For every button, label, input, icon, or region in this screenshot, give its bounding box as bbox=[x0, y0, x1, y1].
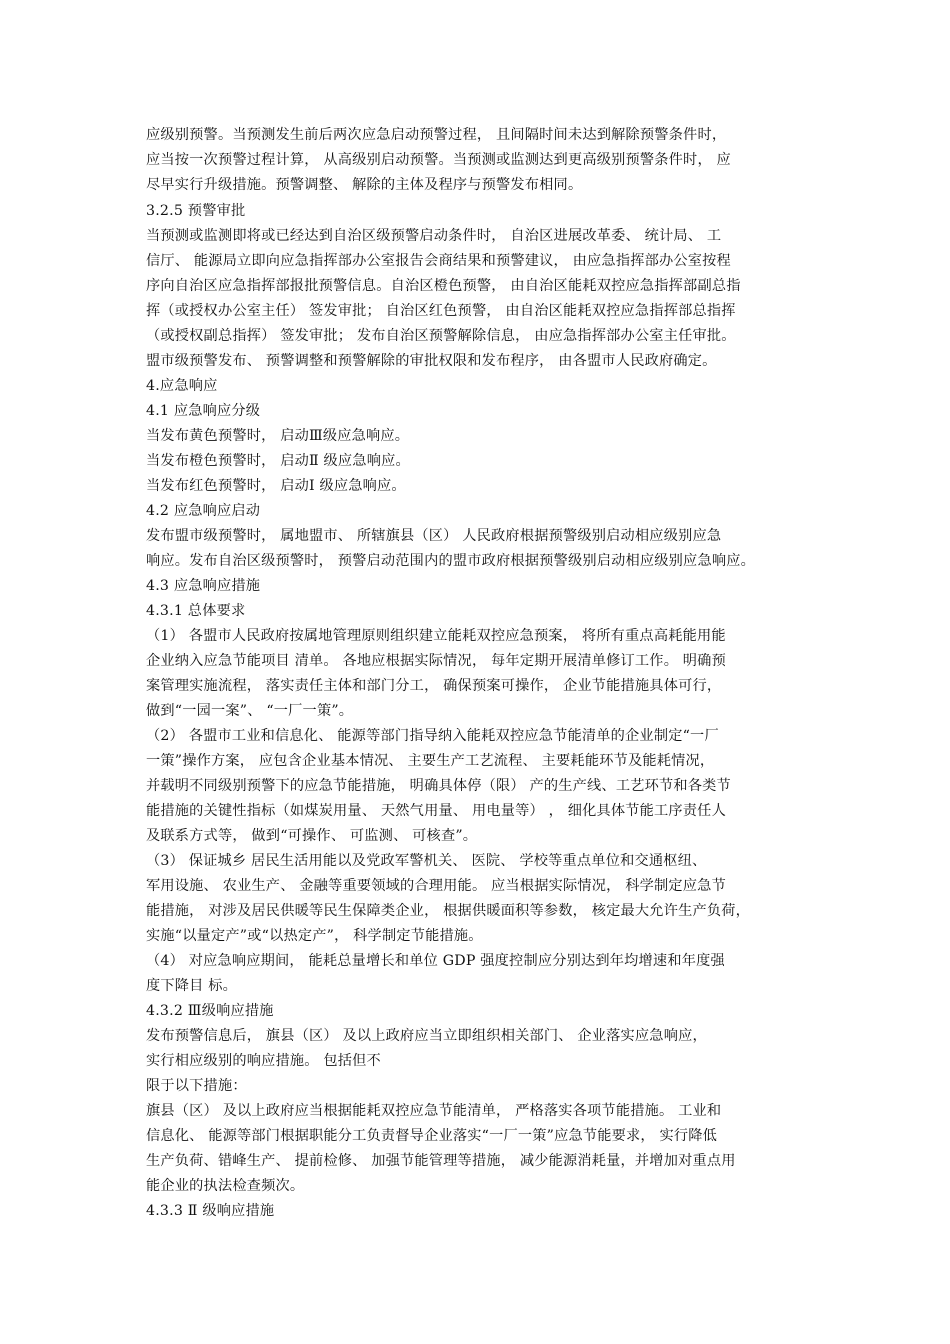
section-heading: 4.1 应急响应分级 bbox=[146, 403, 261, 419]
text-line: 旗县（区） 及以上政府应当根据能耗双控应急节能清单， 严格落实各项节能措施。 工业和 bbox=[146, 1103, 722, 1119]
text-line: 挥（或授权办公室主任） 签发审批； 自治区红色预警， 由自治区能耗双控应急指挥部总指挥 bbox=[146, 303, 736, 319]
text-line: 当发布黄色预警时， 启动Ⅲ级应急响应。 bbox=[146, 428, 410, 444]
text-line: 应当按一次预警过程计算， 从高级别启动预警。当预测或监测达到更高级别预警条件时， 应 bbox=[146, 152, 731, 168]
section-heading: 4.3.1 总体要求 bbox=[146, 603, 246, 619]
text-line: 并载明不同级别预警下的应急节能措施， 明确具体停（限） 产的生产线、工艺环节和各类节 bbox=[146, 778, 731, 794]
text-line: 实行相应级别的响应措施。 包括但不 bbox=[146, 1053, 381, 1069]
text-line: 企业纳入应急节能项目 清单。 各地应根据实际情况， 每年定期开展清单修订工作。 明确预 bbox=[146, 653, 726, 669]
text-line: 一策”操作方案， 应包含企业基本情况、 主要生产工艺流程、 主要耗能环节及能耗情况， bbox=[146, 753, 715, 769]
text-line: 能措施的关键性指标（如煤炭用量、 天然气用量、 用电量等） ， 细化具体节能工序责任人 bbox=[146, 803, 726, 819]
section-heading: 4.2 应急响应启动 bbox=[146, 503, 261, 519]
text-line: 应级别预警。当预测发生前后两次应急启动预警过程， 且间隔时间未达到解除预警条件时， bbox=[146, 127, 727, 143]
text-line: （3） 保证城乡 居民生活用能以及党政军警机关、 医院、 学校等重点单位和交通枢纽、 bbox=[146, 853, 707, 869]
text-line: 当发布红色预警时， 启动Ⅰ 级应急响应。 bbox=[146, 478, 406, 494]
text-line: 限于以下措施： bbox=[146, 1078, 247, 1094]
text-line: 信息化、 能源等部门根据职能分工负责督导企业落实“一厂一策”应急节能要求， 实行降低 bbox=[146, 1128, 718, 1144]
text-line: 能措施， 对涉及居民供暖等民生保障类企业， 根据供暖面积等参数， 核定最大允许生产负荷， bbox=[146, 903, 751, 919]
text-line: （或授权副总指挥） 签发审批； 发布自治区预警解除信息， 由应急指挥部办公室主任审批。 bbox=[146, 328, 736, 344]
text-line: 当发布橙色预警时， 启动Ⅱ 级应急响应。 bbox=[146, 453, 410, 469]
section-heading: 3.2.5 预警审批 bbox=[146, 203, 246, 219]
text-line: 尽早实行升级措施。预警调整、 解除的主体及程序与预警发布相同。 bbox=[146, 177, 583, 193]
section-heading: 4.3 应急响应措施 bbox=[146, 578, 261, 594]
text-line: 响应。发布自治区级预警时， 预警启动范围内的盟市政府根据预警级别启动相应级别应急响应。 bbox=[146, 553, 755, 569]
text-line: 做到“一园一案”、 “一厂一策”。 bbox=[146, 703, 354, 719]
text-line: 发布盟市级预警时， 属地盟市、 所辖旗县（区） 人民政府根据预警级别启动相应级别应急 bbox=[146, 528, 722, 544]
text-line: 能企业的执法检查频次。 bbox=[146, 1178, 305, 1194]
text-line: 生产负荷、错峰生产、 提前检修、 加强节能管理等措施， 减少能源消耗量，并增加对重点用 bbox=[146, 1153, 736, 1169]
text-line: 案管理实施流程， 落实责任主体和部门分工， 确保预案可操作， 企业节能措施具体可行， bbox=[146, 678, 722, 694]
text-line: 发布预警信息后， 旗县（区） 及以上政府应当立即组织相关部门、 企业落实应急响应， bbox=[146, 1028, 707, 1044]
text-line: （1） 各盟市人民政府按属地管理原则组织建立能耗双控应急预案， 将所有重点高耗能用能 bbox=[146, 628, 726, 644]
text-line: （4） 对应急响应期间， 能耗总量增长和单位 GDP 强度控制应分别达到年均增速和年度强 bbox=[146, 953, 725, 969]
section-heading: 4.应急响应 bbox=[146, 378, 218, 394]
text-line: 实施“以量定产”或“以热定产”， 科学制定节能措施。 bbox=[146, 928, 483, 944]
text-line: 盟市级预警发布、 预警调整和预警解除的审批权限和发布程序， 由各盟市人民政府确定。 bbox=[146, 353, 717, 369]
text-line: 当预测或监测即将或已经达到自治区级预警启动条件时， 自治区进展改革委、 统计局、 工 bbox=[146, 228, 722, 244]
text-line: 序向自治区应急指挥部报批预警信息。自治区橙色预警， 由自治区能耗双控应急指挥部副总指 bbox=[146, 278, 741, 294]
section-heading: 4.3.2 Ⅲ级响应措施 bbox=[146, 1003, 274, 1019]
section-heading: 4.3.3 Ⅱ 级响应措施 bbox=[146, 1203, 275, 1219]
text-line: （2） 各盟市工业和信息化、 能源等部门指导纳入能耗双控应急节能清单的企业制定“一厂 bbox=[146, 728, 719, 744]
text-line: 信厅、 能源局立即向应急指挥部办公室报告会商结果和预警建议， 由应急指挥部办公室按程 bbox=[146, 253, 731, 269]
text-line: 度下降目 标。 bbox=[146, 978, 238, 994]
text-line: 及联系方式等， 做到“可操作、 可监测、 可核查”。 bbox=[146, 828, 478, 844]
text-line: 军用设施、 农业生产、 金融等重要领域的合理用能。 应当根据实际情况， 科学制定应急节 bbox=[146, 878, 726, 894]
